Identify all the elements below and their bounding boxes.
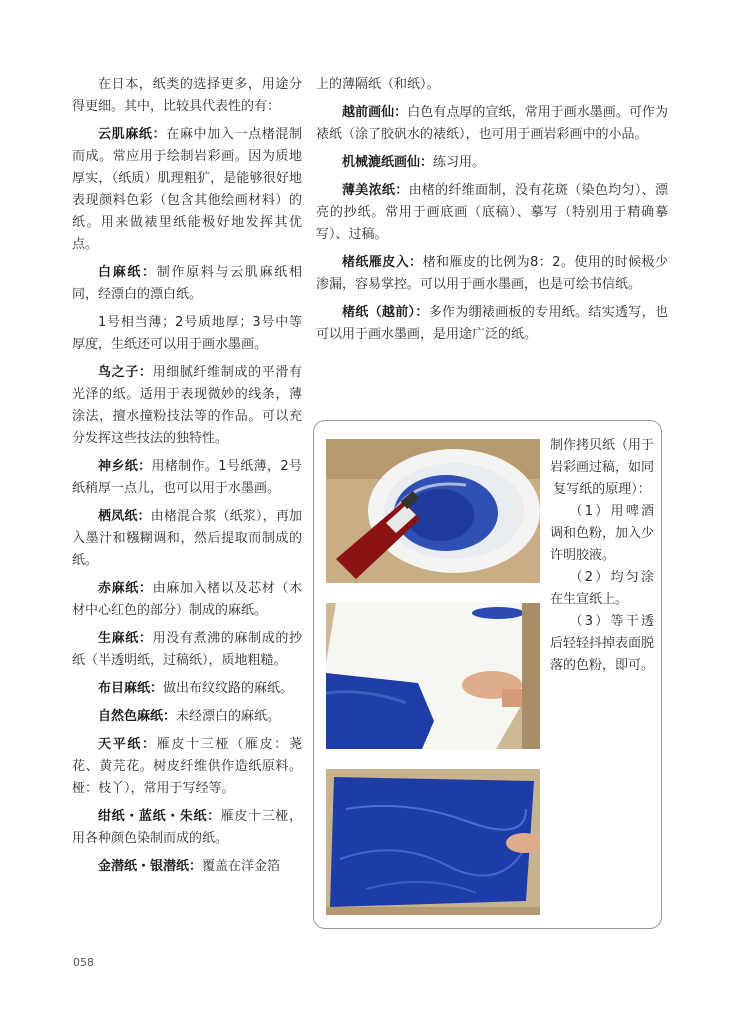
photo-brushing-paper [326,603,540,749]
copy-paper-sidebar [313,420,662,929]
paper-entry: 赤麻纸：由麻加入楮以及芯材（木材中心红色的部分）制成的麻纸。 [72,581,302,618]
paper-entry: 自然色麻纸：未经漂白的麻纸。 [98,709,281,724]
instruction-step: （3）等干透后轻轻抖掉表面脱落的色粉，即可。 [550,614,655,673]
intro-paragraph: 在日本，纸类的选择更多，用途分得更细。其中，比较具代表性的有： [72,77,302,114]
photo-dried-copy-paper [326,769,540,915]
paper-entry: 白麻纸：制作原料与云肌麻纸相同，经漂白的漂白纸。 [72,265,302,302]
paper-entry: 绀纸・蓝纸・朱纸：雁皮十三桠，用各种颜色染制而成的纸。 [72,809,302,846]
paper-entry: 云肌麻纸：在麻中加入一点楮混制而成。常应用于绘制岩彩画。因为质地厚实，（纸质）肌理粗犷，是能够很好地表现颜料色彩（包含其他绘画材料）的纸。用来做裱里纸能极好地发挥其优点。 [72,127,302,252]
instructions-title: 制作拷贝纸（用于岩彩画过稿，如同复写纸的原理）： [550,438,655,497]
page-number: 058 [73,956,94,969]
photo-mixing-pigment [326,439,540,583]
paper-entry: 楮纸雁皮入：楮和雁皮的比例为8：2。使用的时候极少渗漏，容易掌控。可以用于画水墨画，也是可绘书信纸。 [316,255,668,292]
paper-entry: 天平纸：雁皮十三桠（雁皮：荛花、黄芫花。树皮纤维供作造纸原料。桠：枝丫），常用于写经等。 [72,737,302,796]
paper-entry-note: 1号相当薄；2号质地厚；3号中等厚度，生纸还可以用于画水墨画。 [72,315,302,352]
paper-entry: 鸟之子：用细腻纤维制成的平滑有光泽的纸。适用于表现微妙的线条，薄涂法，擅水撞粉技法等的作品。可以充分发挥这些技法的独特性。 [72,365,302,446]
paper-entry: 生麻纸：用没有煮沸的麻制成的抄纸（半透明纸，过稿纸），质地粗糙。 [72,631,302,668]
paper-entry: 金潜纸・银潜纸：覆盖在洋金箔 [98,859,281,874]
paper-entry: 薄美浓纸：由楮的纤维面制，没有花斑（染色均匀）、漂亮的抄纸。常用于画底画（底稿）、摹写（特别用于精确摹写）、过稿。 [316,183,668,242]
copy-paper-instructions [550,435,654,677]
paper-entry: 神乡纸：用楮制作。1号纸薄，2号纸稍厚一点儿，也可以用于水墨画。 [72,459,302,496]
paper-entry: 布目麻纸：做出布纹纹路的麻纸。 [98,681,294,696]
right-column [316,74,668,352]
paper-entry: 机械漉纸画仙：练习用。 [342,155,486,170]
paper-entry: 楮纸（越前）：多作为绷裱画板的专用纸。结实透写，也可以用于画水墨画，是用途广泛的纸。 [316,305,668,342]
paper-entry: 越前画仙：白色有点厚的宣纸，常用于画水墨画。可作为裱纸（涂了胶矾水的裱纸），也可用于画岩彩画中的小品。 [316,105,668,142]
paper-entry: 栖凤纸：由楮混合浆（纸浆），再加入墨汁和糨糊调和，然后提取而制成的纸。 [72,509,302,568]
continued-text: 上的薄隔纸（和纸）。 [316,77,440,92]
instruction-step: （2）均匀涂在生宣纸上。 [550,570,654,607]
instruction-step: （1）用啤酒调和色粉，加入少许明胶液。 [550,504,655,563]
left-column [72,74,302,884]
